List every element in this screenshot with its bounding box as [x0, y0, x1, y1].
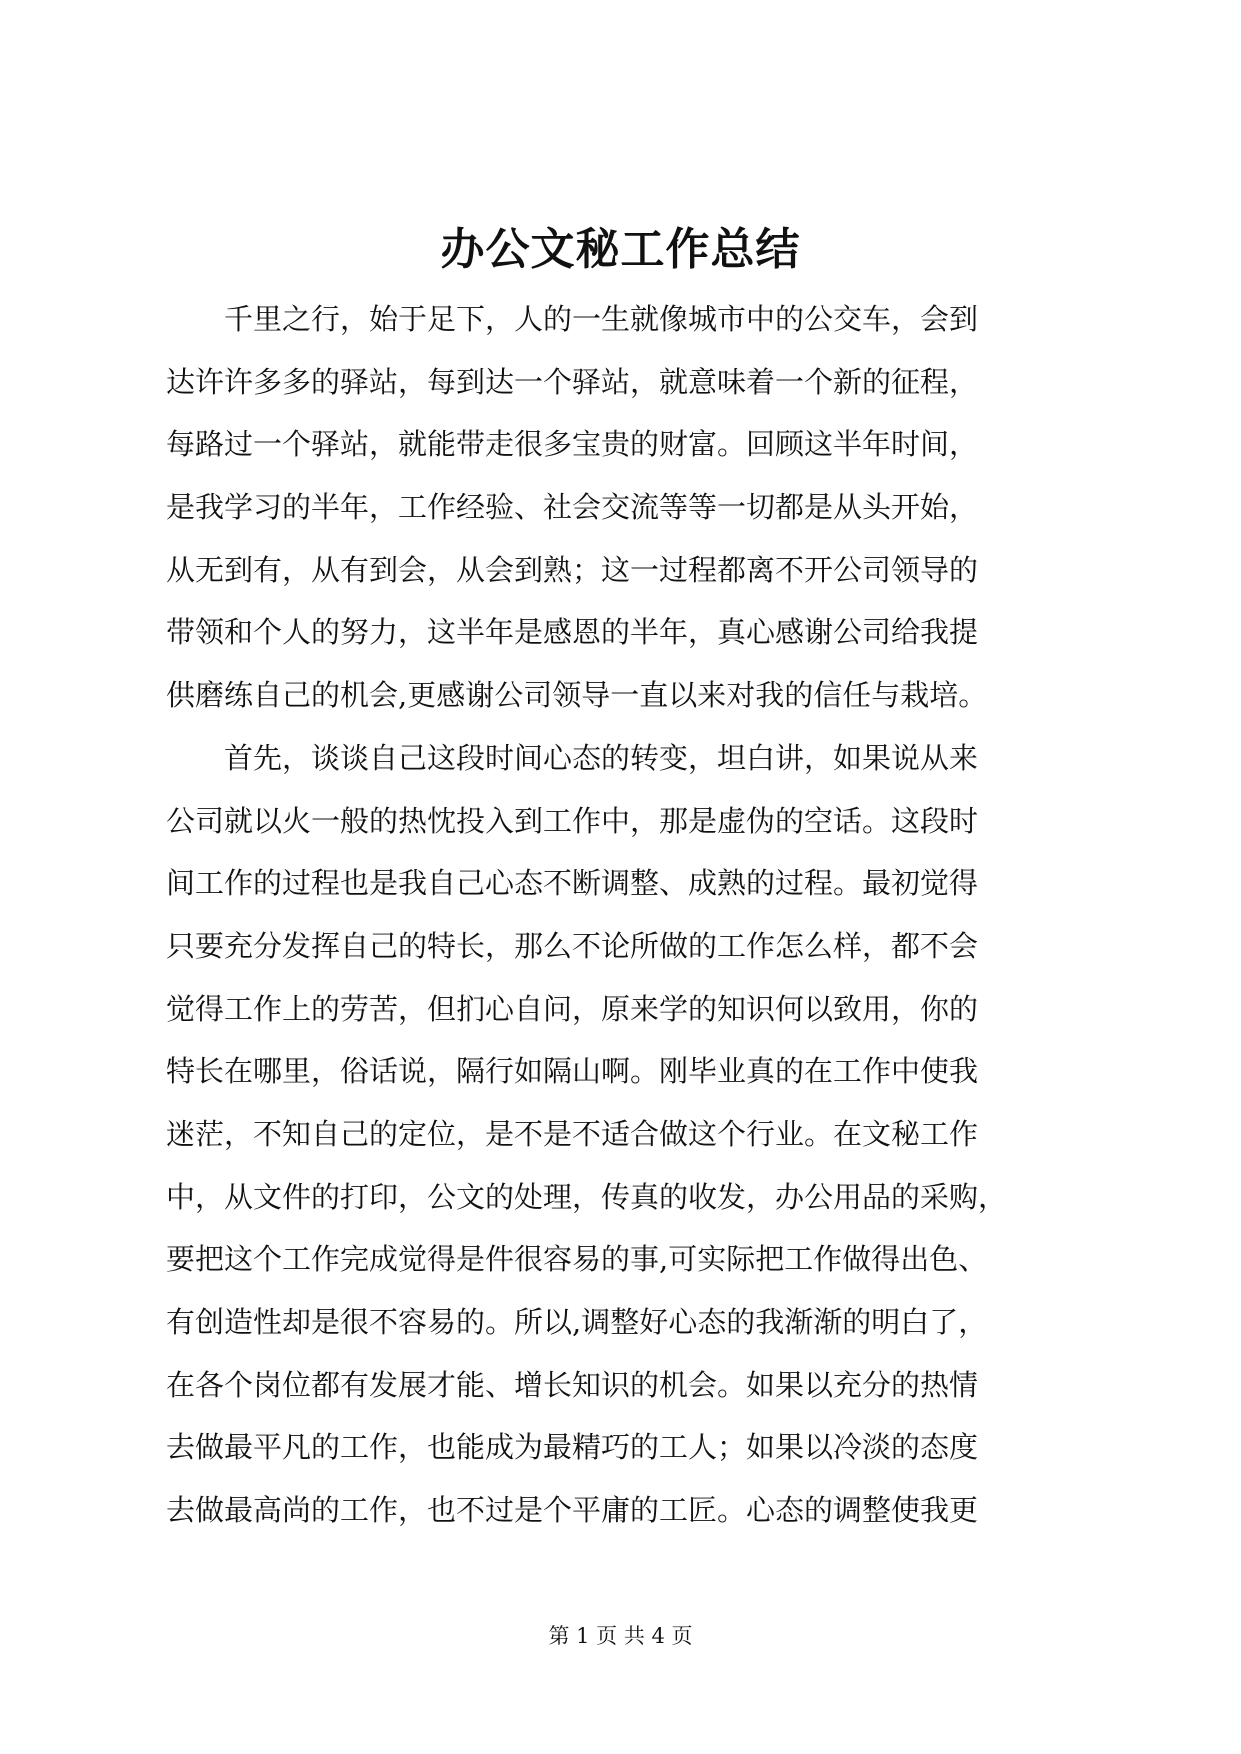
body-text-line: 在各个岗位都有发展才能、增长知识的机会。如果以充分的热情 [166, 1367, 979, 1402]
body-text-line: 供磨练自己的机会,更感谢公司领导一直以来对我的信任与栽培。 [166, 678, 988, 713]
page-footer: 第 1 页 共 4 页 [548, 1624, 693, 1648]
body-text-line: 有创造性却是很不容易的。所以,调整好心态的我渐渐的明白了， [166, 1305, 988, 1339]
body-text-line: 每路过一个驿站，就能带走很多宝贵的财富。回顾这半年时间， [166, 427, 979, 462]
body-text-line: 带领和个人的努力，这半年是感恩的半年，真心感谢公司给我提 [166, 615, 979, 650]
body-text-line: 千里之行，始于足下，人的一生就像城市中的公交车，会到 [166, 302, 979, 336]
body-text-line: 去做最平凡的工作，也能成为最精巧的工人；如果以冷淡的态度 [166, 1430, 979, 1465]
body-text-line: 觉得工作上的劳苦，但扪心自问，原来学的知识何以致用，你的 [166, 991, 979, 1026]
body-text-line: 从无到有，从有到会，从会到熟；这一过程都离不开公司领导的 [166, 552, 979, 587]
document-title: 办公文秘工作总结 [440, 224, 801, 275]
body-text-line: 要把这个工作完成觉得是件很容易的事,可实际把工作做得出色、 [166, 1242, 988, 1277]
body-text-line: 公司就以火一般的热忱投入到工作中，那是虚伪的空话。这段时 [166, 803, 979, 838]
body-text-line: 达许许多多的驿站，每到达一个驿站，就意味着一个新的征程， [166, 364, 979, 399]
body-text-line: 只要充分发挥自己的特长，那么不论所做的工作怎么样，都不会 [166, 928, 979, 963]
body-text-line: 中，从文件的打印，公文的处理，传真的收发，办公用品的采购， [166, 1179, 1008, 1214]
body-text-line: 去做最高尚的工作，也不过是个平庸的工匠。心态的调整使我更 [166, 1493, 979, 1528]
body-text-line: 首先，谈谈自己这段时间心态的转变，坦白讲，如果说从来 [166, 740, 979, 775]
body-text-line: 特长在哪里，俗话说，隔行如隔山啊。刚毕业真的在工作中使我 [166, 1054, 979, 1089]
document-body [166, 288, 1081, 1542]
body-text-line: 是我学习的半年，工作经验、社会交流等等一切都是从头开始， [166, 490, 979, 525]
body-text-line: 间工作的过程也是我自己心态不断调整、成熟的过程。最初觉得 [166, 866, 979, 901]
body-text-line: 迷茫，不知自己的定位，是不是不适合做这个行业。在文秘工作 [166, 1116, 979, 1151]
